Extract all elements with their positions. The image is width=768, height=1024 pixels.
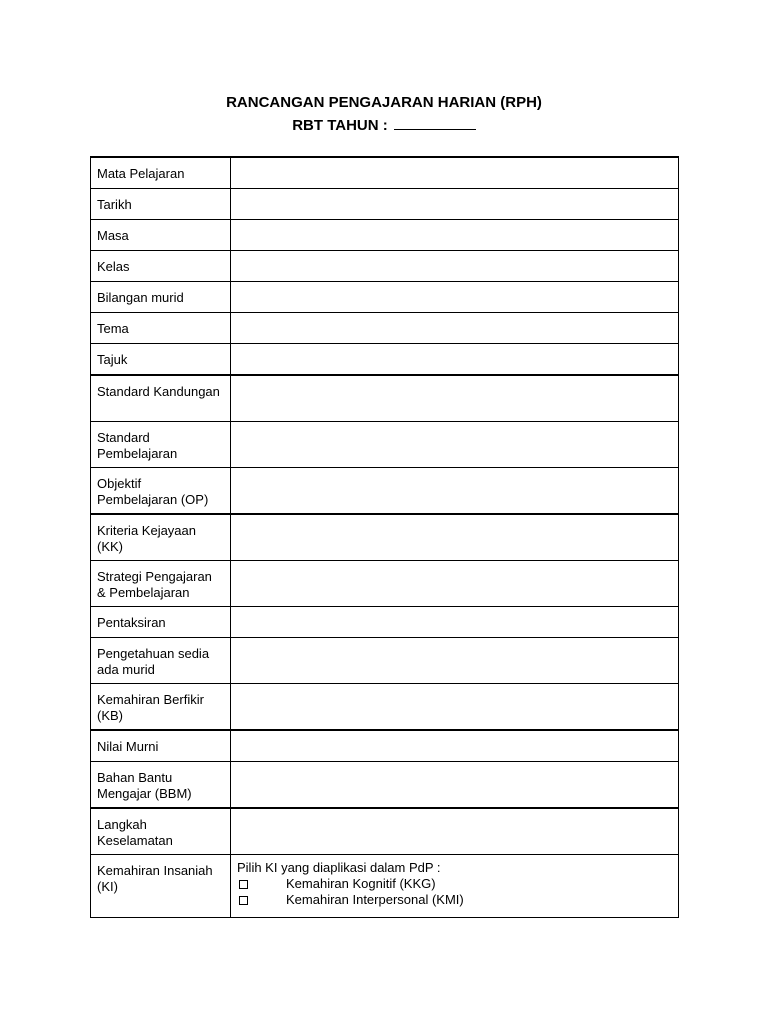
standard-kandungan-field[interactable] <box>231 375 679 422</box>
strategi-field[interactable] <box>231 561 679 607</box>
form-row <box>91 251 679 282</box>
row-label: Kelas <box>91 251 231 282</box>
pentaksiran-field[interactable] <box>231 607 679 638</box>
ki-option-kkg[interactable] <box>237 876 672 892</box>
form-row <box>91 684 679 731</box>
row-label: Kemahiran Insaniah (KI) <box>91 855 231 918</box>
form-row <box>91 730 679 762</box>
tema-field[interactable] <box>231 313 679 344</box>
form-row <box>91 468 679 515</box>
form-row <box>91 855 679 918</box>
row-label: Masa <box>91 220 231 251</box>
checkbox-icon[interactable] <box>239 896 248 905</box>
tarikh-field[interactable] <box>231 189 679 220</box>
form-row <box>91 561 679 607</box>
row-label: Tarikh <box>91 189 231 220</box>
standard-pembelajaran-field[interactable] <box>231 422 679 468</box>
form-row <box>91 282 679 313</box>
form-row <box>91 638 679 684</box>
row-label: Tema <box>91 313 231 344</box>
tajuk-field[interactable] <box>231 344 679 376</box>
form-row <box>91 344 679 376</box>
form-row <box>91 313 679 344</box>
ki-prompt: Pilih KI yang diaplikasi dalam PdP : <box>237 860 441 875</box>
row-label: Bahan Bantu Mengajar (BBM) <box>91 762 231 809</box>
row-label: Nilai Murni <box>91 730 231 762</box>
ki-option-label: Kemahiran Interpersonal (KMI) <box>286 892 464 907</box>
form-row <box>91 762 679 809</box>
rph-form-table <box>90 156 679 918</box>
kemahiran-berfikir-field[interactable] <box>231 684 679 731</box>
form-row <box>91 808 679 855</box>
form-row <box>91 220 679 251</box>
document-title: RANCANGAN PENGAJARAN HARIAN (RPH) <box>226 94 542 111</box>
kriteria-kejayaan-field[interactable] <box>231 514 679 561</box>
pengetahuan-sedia-ada-field[interactable] <box>231 638 679 684</box>
kelas-field[interactable] <box>231 251 679 282</box>
objektif-pembelajaran-field[interactable] <box>231 468 679 515</box>
document-subtitle <box>0 115 768 136</box>
row-label: Standard Pembelajaran <box>91 422 231 468</box>
checkbox-icon[interactable] <box>239 880 248 889</box>
mata-pelajaran-field[interactable] <box>231 157 679 189</box>
bilangan-murid-field[interactable] <box>231 282 679 313</box>
row-label: Pengetahuan sedia ada murid <box>91 638 231 684</box>
row-label: Pentaksiran <box>91 607 231 638</box>
row-label: Standard Kandungan <box>91 375 231 422</box>
ki-option-kmi[interactable] <box>237 892 672 908</box>
nilai-murni-field[interactable] <box>231 730 679 762</box>
form-row <box>91 375 679 422</box>
row-label: Mata Pelajaran <box>91 157 231 189</box>
form-row <box>91 157 679 189</box>
row-label: Kriteria Kejayaan (KK) <box>91 514 231 561</box>
form-row <box>91 514 679 561</box>
row-label: Strategi Pengajaran & Pembelajaran <box>91 561 231 607</box>
row-label: Bilangan murid <box>91 282 231 313</box>
form-row <box>91 607 679 638</box>
row-label: Objektif Pembelajaran (OP) <box>91 468 231 515</box>
row-label: Kemahiran Berfikir (KB) <box>91 684 231 731</box>
row-label: Tajuk <box>91 344 231 376</box>
bbm-field[interactable] <box>231 762 679 809</box>
rbt-tahun-blank[interactable] <box>394 115 476 130</box>
form-row <box>91 189 679 220</box>
rbt-tahun-label: RBT TAHUN : <box>292 117 388 134</box>
row-label: Langkah Keselamatan <box>91 808 231 855</box>
kemahiran-insaniah-field <box>231 855 679 918</box>
ki-option-label: Kemahiran Kognitif (KKG) <box>286 876 436 891</box>
masa-field[interactable] <box>231 220 679 251</box>
langkah-keselamatan-field[interactable] <box>231 808 679 855</box>
form-row <box>91 422 679 468</box>
